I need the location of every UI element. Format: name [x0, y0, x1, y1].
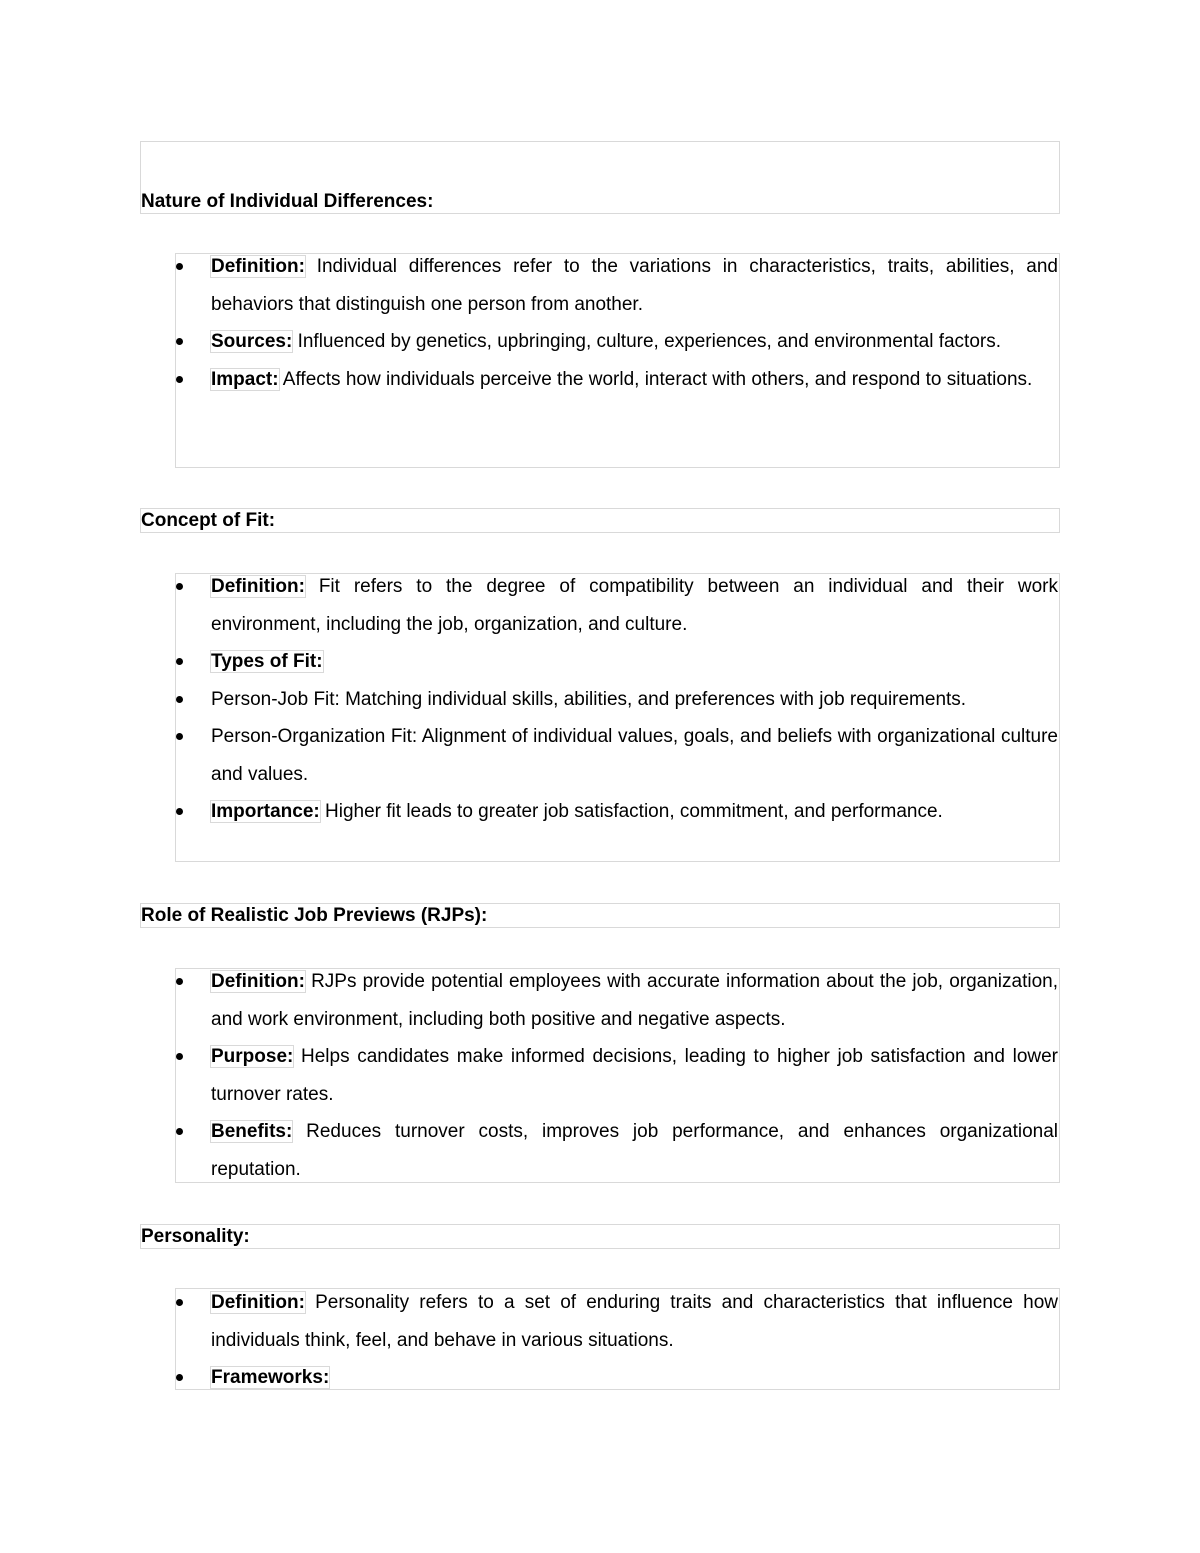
item-label: Definition: [211, 1292, 305, 1313]
item-label: Importance: [211, 801, 320, 822]
item-text: Person-Job Fit: Matching individual skills, abilities, and preferences with job requirements. [211, 688, 967, 710]
bullet-icon [176, 1374, 183, 1381]
item-label: Definition: [211, 971, 305, 992]
bullet-icon [176, 263, 183, 270]
item-label: Impact: [211, 368, 279, 390]
item-text: Reduces turnover costs, improves job performance, and enhances organizational reputation. [211, 1121, 1058, 1180]
item-text: Individual differences refer to the variations in characteristics, traits, abilities, and behaviors that distinguish one person from another. [211, 256, 1058, 315]
item-text: Helps candidates make informed decisions, leading to higher job satisfaction and lower turnover rates. [211, 1046, 1058, 1105]
list-item [176, 643, 1058, 681]
section-heading: Personality: [141, 1226, 250, 1247]
section-heading: Nature of Individual Differences: [141, 191, 434, 212]
list-item [176, 1113, 1058, 1188]
list-item [176, 323, 1058, 361]
section-heading: Concept of Fit: [141, 510, 276, 531]
bullet-list [176, 248, 1058, 398]
list-item [176, 793, 1058, 831]
item-label: Definition: [211, 576, 305, 597]
item-label: Sources: [211, 331, 293, 352]
bullet-list [176, 963, 1058, 1188]
item-text: Fit refers to the degree of compatibility between an individual and their work environment, including the job, organization, and culture. [211, 576, 1058, 635]
item-text: RJPs provide potential employees with accurate information about the job, organization, and work environment, including both positive and negative aspects. [211, 971, 1058, 1030]
heading-box [140, 1224, 1060, 1249]
bullet-icon [176, 696, 183, 703]
item-text: Person-Organization Fit: Alignment of individual values, goals, and beliefs with organizational culture and values. [211, 726, 1058, 785]
item-text: Affects how individuals perceive the world, interact with others, and respond to situations. [278, 368, 1033, 390]
bullet-icon [176, 1299, 183, 1306]
list-item [176, 361, 1058, 399]
bullet-icon [176, 658, 183, 665]
section-heading: Role of Realistic Job Previews (RJPs): [141, 905, 488, 926]
item-label: Types of Fit: [211, 651, 323, 672]
bullet-icon [176, 376, 183, 383]
list-item [176, 1284, 1058, 1359]
list-item [176, 1359, 1058, 1397]
bullet-list [176, 1284, 1058, 1397]
bullet-icon [176, 1053, 183, 1060]
bullet-icon [176, 733, 183, 740]
bullet-icon [176, 583, 183, 590]
list-item [176, 963, 1058, 1038]
item-label: Definition: [211, 256, 305, 277]
list-item [176, 718, 1058, 793]
item-text: Influenced by genetics, upbringing, culture, experiences, and environmental factors. [292, 331, 1002, 352]
bullet-icon [176, 1128, 183, 1135]
item-label: Frameworks: [211, 1367, 330, 1388]
list-item [176, 248, 1058, 323]
bullet-list [176, 568, 1058, 831]
bullet-icon [176, 978, 183, 985]
bullet-icon [176, 338, 183, 345]
bullet-icon [176, 808, 183, 815]
item-label: Purpose: [211, 1046, 294, 1067]
item-text: Higher fit leads to greater job satisfaction, commitment, and performance. [319, 801, 943, 822]
list-item [176, 681, 1058, 719]
heading-box [140, 508, 1060, 533]
list-item [176, 568, 1058, 643]
item-text: Personality refers to a set of enduring traits and characteristics that influence how individuals think, feel, and behave in various situations. [211, 1292, 1058, 1351]
list-item [176, 1038, 1058, 1113]
item-label: Benefits: [211, 1121, 293, 1142]
